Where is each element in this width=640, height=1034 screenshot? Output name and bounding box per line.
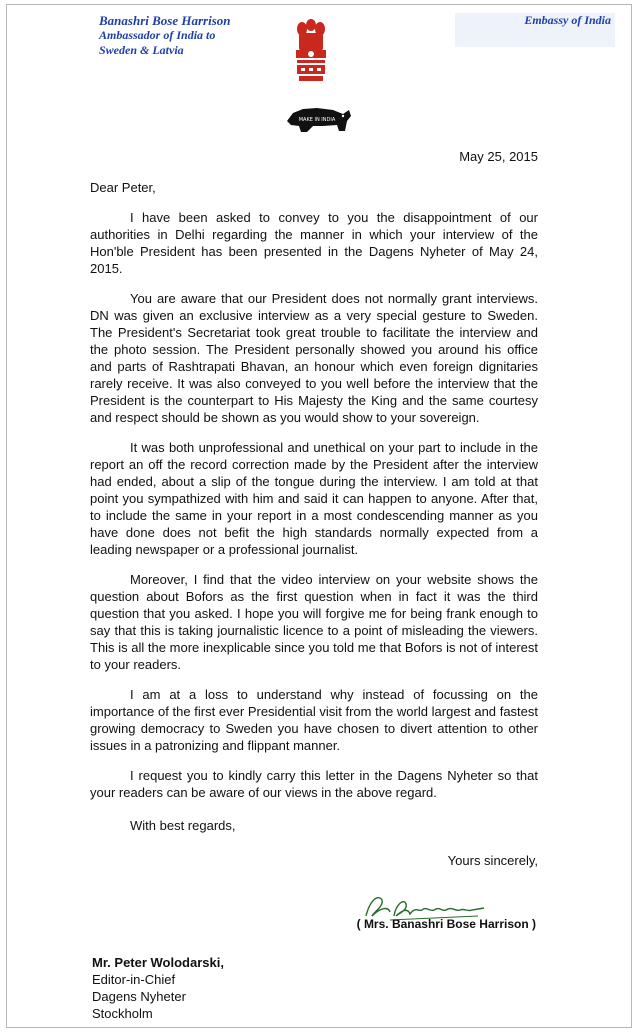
closing: Yours sincerely, [447,853,538,868]
sender-block [99,13,299,58]
letter-date: May 25, 2015 [459,149,538,164]
recipient-city: Stockholm [92,1006,153,1021]
paragraph-4: Moreover, I find that the video interview on your website shows the question about Bofors as the first question when in fact it was the third question that you asked. I hope you will forgive me for being frank enough to say that this is taking journalistic licence to a point of misleading the viewers. This is all the more inexplicable since you told me that Bofors is not of interest to your readers. [90,572,538,672]
recipient-title: Editor-in-Chief [92,972,176,987]
sender-title-country: Sweden & Latvia [99,43,184,57]
recipient-paper: Dagens Nyheter [92,989,186,1004]
letter-body [90,148,538,869]
paragraph-6: I request you to kindly carry this letter in the Dagens Nyheter so that your readers can be aware of our views in the above regard. [90,768,538,800]
recipient-block [92,954,224,1022]
lion-logo-text: MAKE IN INDIA [298,117,336,123]
embassy-label: Embassy of India [455,13,615,47]
paragraph-1: I have been asked to convey to you the disappointment of our authorities in Delhi regarding the manner in which your interview of the Hon'ble President has been presented in the Dagens Nyheter of May 24, 2015. [90,210,538,276]
regards: With best regards, [130,818,236,833]
sender-name: Banashri Bose Harrison [99,13,231,28]
make-in-india-lion-icon [283,101,355,137]
paragraph-3: It was both unprofessional and unethical on your part to include in the report an off the record correction made by the President after the interview had ended, about a slip of the tongue during the interview. I am told at that point you sympathized with him and said it can happen to anyone. After that, to include the same in your report in a most condescending manner as you have done does not befit the high standards normally expected from a leading newspaper or a professional journalist. [90,440,538,557]
recipient-name: Mr. Peter Wolodarski, [92,955,224,970]
national-emblem-icon [293,17,329,83]
salutation: Dear Peter, [90,180,156,195]
paragraph-2: You are aware that our President does not normally grant interviews. DN was given an exclusive interview as a very special gesture to Sweden. The President's Secretariat took great trouble to facilitate the interview and the photo session. The President personally showed you around his office and parts of Rashtrapati Bhavan, an honour which even foreign dignitaries rarely receive. It was also conveyed to you well before the interview that the President is the counterpart to His Majesty the King and the same courtesy and respect should be shown as you would show to your sovereign. [90,291,538,425]
paragraph-5: I am at a loss to understand why instead of focussing on the importance of the first ever Presidential visit from the world largest and fastest growing democracy to Sweden you have chosen to divert attention to other issues in a patronizing and flippant manner. [90,687,538,753]
signatory-name: ( Mrs. Banashri Bose Harrison ) [356,917,536,931]
sender-title: Ambassador of India to [99,28,216,42]
